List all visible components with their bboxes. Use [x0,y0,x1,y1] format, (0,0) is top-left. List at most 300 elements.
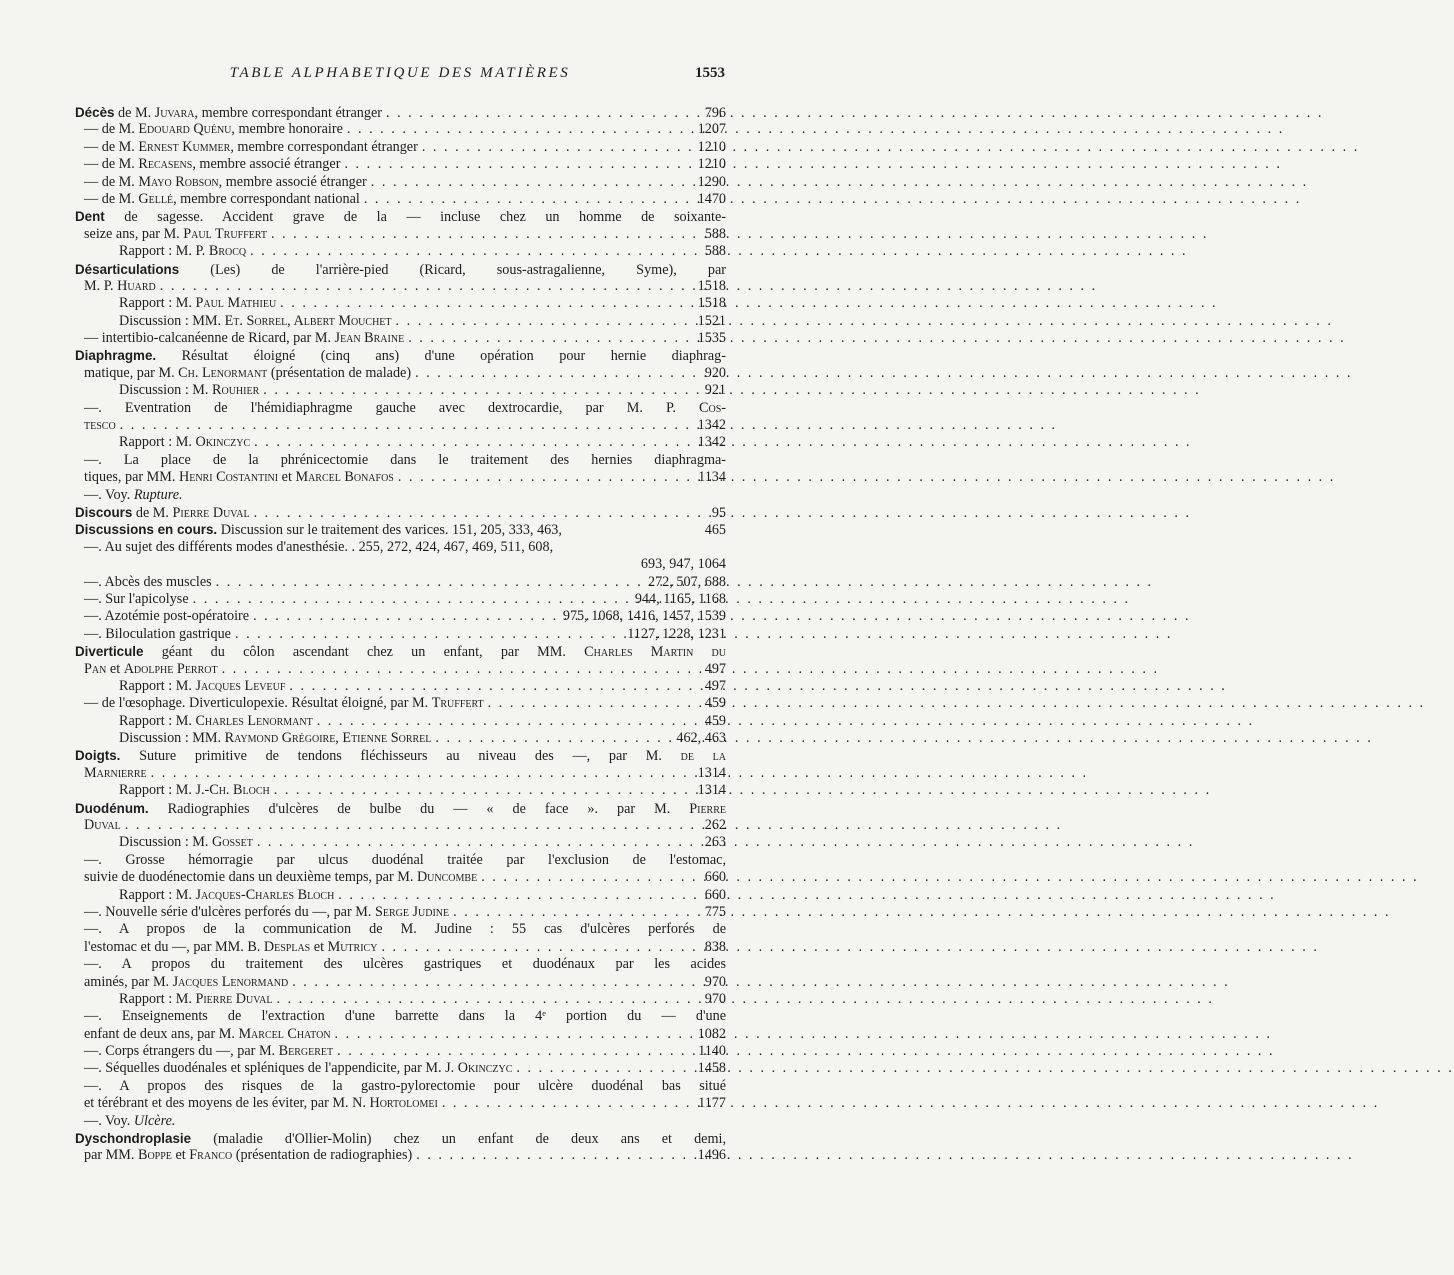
index-entry-line [75,713,726,730]
author-name: tesco [84,417,116,434]
author-name: Pierre [689,800,726,817]
entry-text [84,365,411,382]
dot-leader [193,591,631,608]
entry-description: , membre associé étranger [192,156,341,173]
page-references: 95 [711,504,726,521]
page-references: 1470 [697,190,726,207]
entry-text [119,991,273,1008]
index-entry-line [75,295,726,312]
index-entry-line [75,313,726,330]
index-entry-line [75,365,726,382]
index-entry-line [75,782,726,799]
dot-leader [422,139,694,156]
page-references: 1134 [698,469,726,486]
dot-leader [280,295,693,312]
entry-description: (Les) de l'arrière-pied (Ricard, sous-astragalienne, Syme), par [179,261,726,278]
page-references: 660 [704,869,726,886]
index-entry-line [75,469,726,486]
entry-text [84,139,418,156]
dot-leader [371,174,694,191]
index-entry-line [75,695,726,712]
entry-description: Suture primitive de tendons fléchisseurs au niveau des —, par M. [120,748,681,765]
entry-description: —. Voy. [84,1112,134,1129]
entry-text [119,782,270,799]
author-name: Franco [189,1147,233,1164]
dot-leader [253,608,559,625]
entry-description: et [106,660,124,677]
author-name: Jacques Leveuf [195,677,286,694]
page-references: 1535 [697,330,726,347]
entry-text [84,417,116,434]
entry-text [119,678,285,695]
index-entry-line [75,643,726,660]
page-references: 262 [704,817,726,834]
entry-keyword: Décès [75,105,115,120]
index-entry-line [75,991,726,1008]
author-name: Pierre Duval [195,990,273,1007]
page-references: 660 [704,886,726,903]
entry-description: —. Abcès des muscles [84,573,212,590]
index-entry-line [75,678,726,695]
entry-description: Radiographies d'ulcères de bulbe du — « de face ». par M. [148,800,690,817]
dot-leader [317,713,701,730]
entry-description: Discussion : M. [119,834,213,851]
entry-description: (maladie d'Ollier-Molin) chez un enfant de deux ans et demi, [191,1131,726,1148]
index-entry-line [75,1113,726,1130]
index-entry-line [75,800,726,817]
author-name: Rouhier [212,382,260,399]
index-entry-line [75,121,726,138]
author-name: Henri Costantini [178,469,279,486]
entry-description: —. A propos des risques de la gastro-pylorectomie pour ulcère duodénal bas situé [84,1077,726,1094]
entry-text [84,1043,333,1060]
index-entry-line [75,1008,726,1025]
dot-leader [271,226,701,243]
index-entry-line [75,608,726,625]
author-name: Truffert [431,695,484,712]
entry-text [75,104,382,122]
dot-leader [254,434,693,451]
entry-text [84,226,267,243]
entry-text [119,434,250,451]
page-references: 970 [704,990,726,1007]
entry-text [84,1113,175,1129]
page-references: 1127, 1228, 1231 [627,625,726,642]
dot-leader [408,330,693,347]
entry-text [84,939,377,956]
entry-description: , membre correspondant étranger [194,105,382,121]
dot-leader [338,887,700,904]
entry-text [84,1008,726,1024]
author-name: Jean Braine [334,330,405,347]
index-entry-line [75,243,726,260]
entry-description: —. Azotémie post-opératoire [84,608,250,625]
entry-description: et [171,1147,190,1164]
entry-description: , membre associé étranger [218,173,367,190]
entry-description: matique, par M. [84,364,179,381]
entry-description: suivie de duodénectomie dans un deuxième temps, par M. [84,869,417,886]
entry-description: —. Voy. [84,486,134,503]
author-name: Mayo Robson [138,173,219,190]
index-entry-line [75,887,726,904]
page-references: 975, 1068, 1416, 1457, 1539 [562,608,726,625]
dot-leader [216,574,644,591]
entry-description: —. La place de la phrénicectomie dans le traitement des hernies diaphragma- [84,451,726,468]
author-name: Ernest Kummer [138,138,231,155]
author-name: Mutricy [327,938,378,955]
entry-text [119,887,334,904]
entry-description: (présentation de radiographies) [232,1147,413,1164]
entry-description: par MM. [84,1147,138,1164]
entry-text [84,956,726,972]
index-entry-line [75,174,726,191]
cross-reference: Ulcère. [133,1112,176,1129]
author-name: Et. Sorrel, Albert Mouchet [224,312,392,329]
entry-text [75,521,562,539]
page-references: 588 [704,225,726,242]
page-references: 1521 [697,312,726,329]
entry-description: —. Nouvelle série d'ulcères perforés du —, par M. [84,903,375,920]
entry-description: géant du côlon ascendant chez un enfant, par MM. [143,644,585,661]
entry-text [84,487,183,503]
index-entry-line [75,226,726,243]
entry-description: —. Biloculation gastrique [84,625,231,642]
entry-text [119,382,259,399]
entry-keyword: Duodénum. [75,800,149,816]
entry-description: (présentation de malade) [267,364,412,381]
page-references: 775 [704,903,726,920]
author-name: Huard [117,277,156,294]
entry-description: , membre honoraire [231,121,343,138]
entry-keyword: Diverticule [75,644,144,660]
entry-text [84,539,553,555]
entry-description: —. Grosse hémorragie par ulcus duodénal traitée par l'exclusion de l'estomac, [84,851,726,868]
index-entry-line [75,730,726,747]
entry-description: Rapport : M. [119,712,196,729]
entry-description: —. Eventration de l'hémidiaphragme gauche avec dextrocardie, par M. P. [84,399,700,416]
entry-text [119,713,313,730]
dot-leader [250,243,701,260]
entry-description: — de M. [84,156,139,173]
page-references: 1210 [697,138,726,155]
author-name: Juvara [154,105,195,121]
entry-text [84,626,231,643]
author-name: Gellé [138,190,174,207]
dot-leader [488,695,701,712]
author-name: Raymond Grégoire, Etienne Sorrel [224,730,432,747]
author-name: Charles Martin du [584,644,726,661]
dot-leader [277,991,701,1008]
entry-description: et térébrant et des moyens de les éviter, par M. N. [84,1095,370,1112]
entry-text [84,278,156,295]
entry-keyword: Dent [75,209,105,225]
entry-description: de M. [132,504,173,521]
dot-leader [481,869,701,886]
entry-text [84,174,367,191]
dot-leader [416,1147,693,1164]
entry-text [84,1095,438,1112]
page-references: 459 [704,695,726,712]
author-name: Boppe [138,1147,172,1164]
entry-text [84,852,726,868]
index-entry-line [75,521,726,538]
entry-description: —. Enseignements de l'extraction d'une barrette dans la 4ᵉ portion du — d'une [84,1008,726,1025]
index-entry-line [75,1095,726,1112]
entry-text [75,1131,726,1147]
author-name: Pan [84,660,107,677]
author-name: de la [680,748,726,765]
author-name: Recasens [138,156,193,173]
author-name: Edouard Quénu [138,121,232,138]
entry-text [84,661,218,678]
page-references: 796 [704,105,726,121]
entry-text [84,765,147,782]
page-number: 1553 [695,65,725,81]
page-references: 272, 507, 688 [647,573,726,590]
entry-description: et [310,938,328,955]
dot-leader [222,661,701,678]
entry-text [75,504,250,522]
entry-text [84,817,121,834]
dot-leader [364,191,694,208]
index-entry-line [75,1147,726,1164]
entry-text [84,1060,512,1077]
entry-text [75,262,726,278]
author-name: Jacques Lenormand [172,973,289,990]
entry-description: Rapport : M. [119,782,196,799]
dot-leader [335,1026,694,1043]
entry-text [75,348,726,364]
entry-text [84,1026,331,1043]
page-references: 1290 [697,173,726,190]
index-entry-line [75,261,726,278]
page-references: 944, 1165, 1168 [634,590,726,607]
entry-text [84,469,394,486]
author-name: Desplas [263,938,311,955]
entry-text [84,574,212,591]
dot-leader [381,939,700,956]
index-entry-line [75,139,726,156]
cross-reference: Rupture. [133,486,183,503]
index-list [75,104,726,1165]
entry-text [75,748,726,764]
page-references: 921 [704,382,726,399]
dot-leader [344,156,693,173]
page-references: 920 [704,364,726,381]
entry-description: , membre correspondant national [173,190,360,207]
page-title: TABLE ALPHABETIQUE DES MATIÈRES [229,65,571,81]
dot-leader [415,365,701,382]
dot-leader [263,382,700,399]
entry-text [84,121,343,138]
index-entry-line [75,817,726,834]
entry-description: l'estomac et du —, par MM. B. [84,938,264,955]
entry-description: Discussion : MM. [119,312,225,329]
author-name: Gosset [212,834,253,851]
entry-text [84,1147,412,1164]
entry-description: de M. [114,105,155,121]
index-entry-line [75,852,726,869]
entry-text [84,156,340,173]
entry-description: — de M. [84,173,139,190]
entry-description: de sagesse. Accident grave de la — incluse chez un homme de soixante- [104,209,726,226]
entry-description: enfant de deux ans, par M. [84,1025,239,1042]
page-references: 1207 [697,121,726,138]
dot-leader [257,834,701,851]
entry-description: —. Séquelles duodénales et spléniques de l'appendicite, par M. J. [84,1060,458,1077]
entry-text [84,330,404,347]
author-name: Ch. Lenormant [178,364,268,381]
index-entry-line [75,347,726,364]
page-references: 1518 [697,277,726,294]
index-entry-line [75,591,726,608]
index-entry-line [75,191,726,208]
page-references: 1177 [698,1095,726,1112]
author-name: Pierre Duval [172,504,250,521]
entry-description: Rapport : M. [119,886,196,903]
page-references: 263 [704,834,726,851]
entry-description: — de M. [84,138,139,155]
entry-description: Discussion : MM. [119,730,225,747]
index-entry-line [75,974,726,991]
entry-text [75,644,726,660]
entry-text [119,295,276,312]
entry-description: Rapport : M. [119,434,196,451]
author-name: Jacques-Charles Bloch [195,886,335,903]
entry-description: Discussion sur le traitement des varices. 151, 205, 333, 463, [217,522,562,539]
entry-description: Rapport : M. [119,677,196,694]
entry-description: — intertibio-calcanéenne de Ricard, par M. [84,330,335,347]
entry-keyword: Diaphragme. [75,348,157,364]
index-entry-line [75,1026,726,1043]
index-entry-line [75,765,726,782]
entry-text [119,313,392,330]
dot-leader [235,626,623,643]
entry-description: —. Corps étrangers du —, par M. [84,1043,279,1060]
entry-description: Rapport : M. P. [119,243,209,260]
author-name: Serge Judine [374,903,450,920]
author-name: Marnierre [84,764,147,781]
entry-description: Rapport : M. [119,295,196,312]
entry-description: —. Sur l'apicolyse [84,590,189,607]
dot-leader [160,278,694,295]
index-entry-line [75,1130,726,1147]
page-references: 1314 [697,764,726,781]
entry-text [84,191,360,208]
entry-description: , membre correspondant étranger [230,138,418,155]
entry-text [84,921,726,937]
entry-description: — de l'œsophage. Diverticulopexie. Résultat éloigné, par M. [84,695,432,712]
author-name: Duncombe [416,869,478,886]
dot-leader [398,469,694,486]
index-entry-line [75,400,726,417]
index-entry-line [75,747,726,764]
dot-leader [120,417,694,434]
index-entry-line [75,574,726,591]
index-entry-line [75,1043,726,1060]
author-name: Brocq [208,243,247,260]
entry-text [84,591,189,608]
dot-leader [254,505,708,522]
author-name: Okinczyc [195,434,251,451]
author-name: Marcel Chaton [238,1025,331,1042]
entry-text [84,608,249,625]
index-entry-line [75,956,726,973]
entry-description: tiques, par MM. [84,469,179,486]
author-name: J.-Ch. Bloch [195,782,270,799]
entry-description: Résultat éloigné (cinq ans) d'une opération pour hernie diaphrag- [156,348,726,365]
entry-description: — de M. [84,121,139,138]
page-references: 693, 947, 1064 [640,556,726,573]
index-entry-line [75,487,726,504]
entry-text [84,974,288,991]
entry-text [84,400,726,416]
author-name: Okinczyc [457,1060,513,1077]
author-name: Duval [84,817,121,834]
entry-text [84,1078,726,1094]
page-references: 970 [704,973,726,990]
dot-leader [396,313,694,330]
entry-description: — de M. [84,190,139,207]
entry-keyword: Dyschondroplasie [75,1131,192,1147]
entry-text [84,695,484,712]
page-references: 838 [704,938,726,955]
author-name: Bergeret [278,1043,334,1060]
author-name: Charles Lenormant [195,712,313,729]
page-references: 1140 [698,1043,726,1060]
entry-description: aminés, par M. [84,973,173,990]
page-references: 1342 [697,417,726,434]
entry-text [119,834,253,851]
index-entry-line [75,278,726,295]
author-name: Hortolomei [369,1095,438,1112]
dot-leader [151,765,694,782]
dot-leader [292,974,701,991]
page-header [75,63,725,85]
page-references: 1496 [697,1147,726,1164]
index-entry-line [75,382,726,399]
dot-leader [386,105,701,122]
index-entry-line [75,208,726,225]
entry-keyword: Désarticulations [75,261,180,277]
index-entry-line [75,156,726,173]
author-name: Paul Truffert [183,225,267,242]
entry-description: M. P. [84,277,118,294]
index-entry-line [75,330,726,347]
page-references: 588 [704,243,726,260]
entry-description: seize ans, par M. [84,225,184,242]
entry-description: —. A propos de la communication de M. Judine : 55 cas d'ulcères perforés de [84,921,726,938]
author-name: Paul Mathieu [195,295,277,312]
author-name: Adolphe Perrot [123,660,218,677]
dot-leader [274,782,694,799]
entry-description: —. A propos du traitement des ulcères gastriques et duodénaux par les acides [84,956,726,973]
page-references: 1458 [697,1060,726,1077]
dot-leader [289,678,700,695]
dot-leader [337,1043,694,1060]
page-references: 497 [704,660,726,677]
index-entry-line [75,556,726,573]
page-references: 465 [704,522,726,539]
index-entry-line [75,661,726,678]
entry-keyword: Discussions en cours. [75,522,218,538]
index-entry-line [75,626,726,643]
index-entry-line [75,417,726,434]
index-entry-line [75,1060,726,1077]
entry-text [84,904,449,921]
entry-description: —. Au sujet des différents modes d'anesthésie. . 255, 272, 424, 467, 469, 511, 608, [84,538,554,555]
entry-text [119,730,431,747]
